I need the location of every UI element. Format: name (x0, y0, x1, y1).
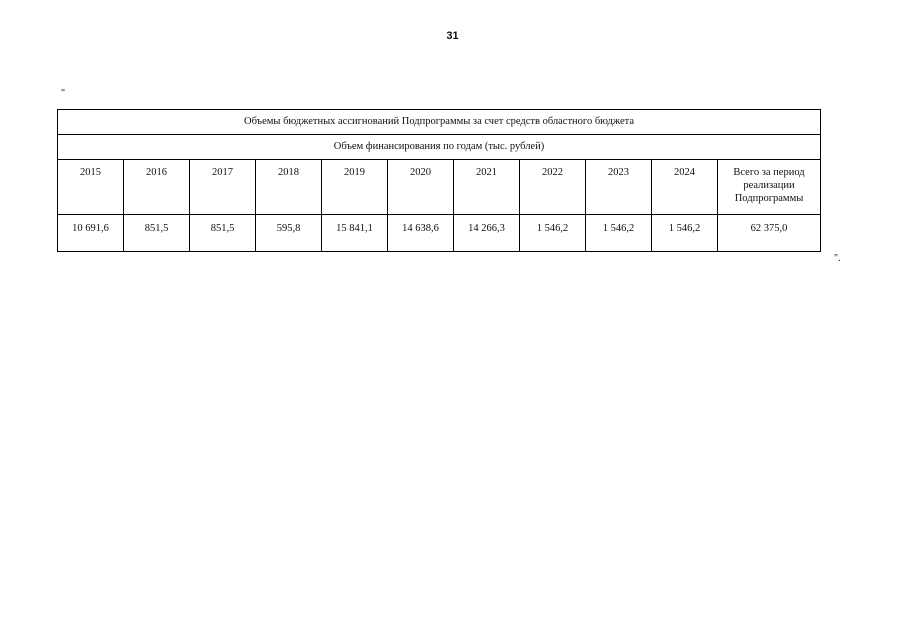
table-header-row (58, 160, 821, 215)
header-cell-total: Всего за период реализации Подпрограммы (718, 160, 821, 215)
value-cell-total: 62 375,0 (718, 215, 821, 252)
table-title: Объемы бюджетных ассигнований Подпрограммы за счет средств областного бюджета (58, 110, 821, 135)
table-subtitle: Объем финансирования по годам (тыс. рублей) (58, 135, 821, 160)
value-cell-2017: 851,5 (190, 215, 256, 252)
header-cell-2024: 2024 (652, 160, 718, 215)
header-cell-2022: 2022 (520, 160, 586, 215)
budget-table (57, 109, 821, 252)
header-cell-2015: 2015 (58, 160, 124, 215)
header-cell-2020: 2020 (388, 160, 454, 215)
value-cell-2019: 15 841,1 (322, 215, 388, 252)
header-cell-2021: 2021 (454, 160, 520, 215)
header-cell-2018: 2018 (256, 160, 322, 215)
value-cell-2022: 1 546,2 (520, 215, 586, 252)
closing-quote: ". (834, 253, 841, 264)
table-subtitle-row (58, 135, 821, 160)
value-cell-2024: 1 546,2 (652, 215, 718, 252)
value-cell-2023: 1 546,2 (586, 215, 652, 252)
header-cell-2019: 2019 (322, 160, 388, 215)
value-cell-2021: 14 266,3 (454, 215, 520, 252)
table-title-row (58, 110, 821, 135)
opening-quote: " (61, 88, 66, 99)
header-cell-2016: 2016 (124, 160, 190, 215)
value-cell-2016: 851,5 (124, 215, 190, 252)
value-cell-2020: 14 638,6 (388, 215, 454, 252)
value-cell-2018: 595,8 (256, 215, 322, 252)
header-cell-2023: 2023 (586, 160, 652, 215)
page-number: 31 (446, 30, 459, 42)
value-cell-2015: 10 691,6 (58, 215, 124, 252)
table-row (58, 215, 821, 252)
header-cell-2017: 2017 (190, 160, 256, 215)
